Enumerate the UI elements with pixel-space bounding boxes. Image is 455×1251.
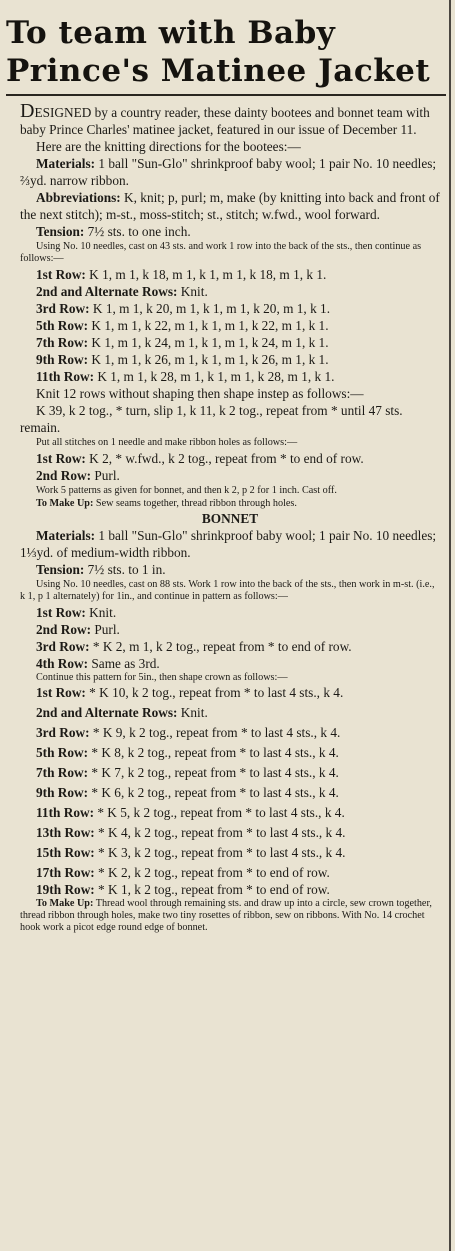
bootees-row-1: 1st Row: K 1, m 1, k 18, m 1, k 1, m 1, k 18, m 1, k 1.	[36, 267, 327, 282]
bootees-row-3: 3rd Row: K 1, m 1, k 20, m 1, k 1, m 1, k 20, m 1, k 1.	[36, 301, 331, 316]
column-border	[449, 0, 451, 1251]
bonnet-make-up: To Make Up: Thread wool through remaining sts. and draw up into a circle, sew crown together, thread ribbon through holes, make two tiny rosettes of ribbon, sew on ribbons. With No. 14 crochet hook work a picot edge round edge of bonnet.	[20, 898, 432, 933]
bootees-tension: Tension: 7½ sts. to one inch.	[36, 224, 191, 239]
bootees-row-11: 11th Row: K 1, m 1, k 28, m 1, k 1, m 1, k 28, m 1, k 1.	[36, 369, 335, 384]
bootees-knit-12-rows: Knit 12 rows without shaping then shape instep as follows:—	[36, 386, 364, 401]
drop-cap: D	[20, 100, 35, 122]
crown-row-17: 17th Row: * K 2, k 2 tog., repeat from * to end of row.	[36, 865, 330, 880]
bonnet-row-4: 4th Row: Same as 3rd.	[36, 656, 160, 671]
crown-row-15: 15th Row: * K 3, k 2 tog., repeat from * to last 4 sts., k 4.	[36, 845, 346, 860]
bonnet-row-3: 3rd Row: * K 2, m 1, k 2 tog., repeat from * to end of row.	[36, 639, 352, 654]
bootees-make-up: To Make Up: Sew seams together, thread ribbon through holes.	[36, 498, 297, 509]
bonnet-heading: BONNET	[201, 511, 259, 526]
bootees-materials: Materials: 1 ball "Sun-Glo" shrinkproof baby wool; 1 pair No. 10 needles; ⅔yd. narrow ribbon.	[20, 156, 437, 188]
crown-row-5: 5th Row: * K 8, k 2 tog., repeat from * to last 4 sts., k 4.	[36, 745, 339, 760]
crown-row-3: 3rd Row: * K 9, k 2 tog., repeat from * to last 4 sts., k 4.	[36, 725, 341, 740]
crown-row-7: 7th Row: * K 7, k 2 tog., repeat from * to last 4 sts., k 4.	[36, 765, 339, 780]
bonnet-materials: Materials: 1 ball "Sun-Glo" shrinkproof baby wool; 1 pair No. 10 needles; 1⅓yd. of medium-width ribbon.	[20, 528, 437, 560]
bonnet-cast-on: Using No. 10 needles, cast on 88 sts. Work 1 row into the back of the sts., then work in m-st. (i.e., k 1, p 1 alternately) for 1in., and continue in pattern as follows:—	[20, 579, 435, 602]
bootees-row-5: 5th Row: K 1, m 1, k 22, m 1, k 1, m 1, k 22, m 1, k 1.	[36, 318, 329, 333]
crown-row-9: 9th Row: * K 6, k 2 tog., repeat from * to last 4 sts., k 4.	[36, 785, 339, 800]
article-body	[20, 100, 440, 934]
crown-row-11: 11th Row: * K 5, k 2 tog., repeat from * to last 4 sts., k 4.	[36, 805, 345, 820]
title-rule	[6, 94, 446, 96]
article-title	[6, 14, 446, 90]
crown-row-13: 13th Row: * K 4, k 2 tog., repeat from * to last 4 sts., k 4.	[36, 825, 346, 840]
bootees-work-5-patterns: Work 5 patterns as given for bonnet, and then k 2, p 2 for 1 inch. Cast off.	[36, 485, 337, 496]
intro-paragraph: DESIGNED by a country reader, these dainty bootees and bonnet team with baby Prince Charles' matinee jacket, featured in our issue of December 11.	[20, 100, 430, 137]
bootees-ribbon-holes-intro: Put all stitches on 1 needle and make ribbon holes as follows:—	[36, 437, 298, 448]
bootees-abbreviations: Abbreviations: K, knit; p, purl; m, make (by knitting into back and front of the next stitch); m-st., moss-stitch; st., stitch; w.fwd., wool forward.	[20, 190, 440, 222]
bootees-row-2: 2nd and Alternate Rows: Knit.	[36, 284, 208, 299]
bootees-cast-on: Using No. 10 needles, cast on 43 sts. and work 1 row into the back of the sts., then continue as follows:—	[20, 241, 422, 264]
crown-row-2: 2nd and Alternate Rows: Knit.	[36, 705, 208, 720]
bonnet-row-2: 2nd Row: Purl.	[36, 622, 120, 637]
crown-row-19: 19th Row: * K 1, k 2 tog., repeat from * to end of row.	[36, 882, 330, 897]
bonnet-row-1: 1st Row: Knit.	[36, 605, 117, 620]
bonnet-continue: Continue this pattern for 5in., then shape crown as follows:—	[36, 672, 288, 683]
title-line-1: To team with Baby	[6, 15, 336, 51]
bootees-ribbon-row-2: 2nd Row: Purl.	[36, 468, 120, 483]
crown-row-1: 1st Row: * K 10, k 2 tog., repeat from * to last 4 sts., k 4.	[36, 685, 344, 700]
bonnet-tension: Tension: 7½ sts. to 1 in.	[36, 562, 166, 577]
bootees-row-7: 7th Row: K 1, m 1, k 24, m 1, k 1, m 1, k 24, m 1, k 1.	[36, 335, 329, 350]
bootees-row-9: 9th Row: K 1, m 1, k 26, m 1, k 1, m 1, k 26, m 1, k 1.	[36, 352, 329, 367]
title-line-2: Prince's Matinee Jacket	[6, 53, 431, 89]
bootees-instep: K 39, k 2 tog., * turn, slip 1, k 11, k 2 tog., repeat from * until 47 sts. remain.	[20, 403, 403, 435]
bootees-ribbon-row-1: 1st Row: K 2, * w.fwd., k 2 tog., repeat from * to end of row.	[36, 451, 364, 466]
intro-lead: Here are the knitting directions for the bootees:—	[36, 139, 301, 154]
